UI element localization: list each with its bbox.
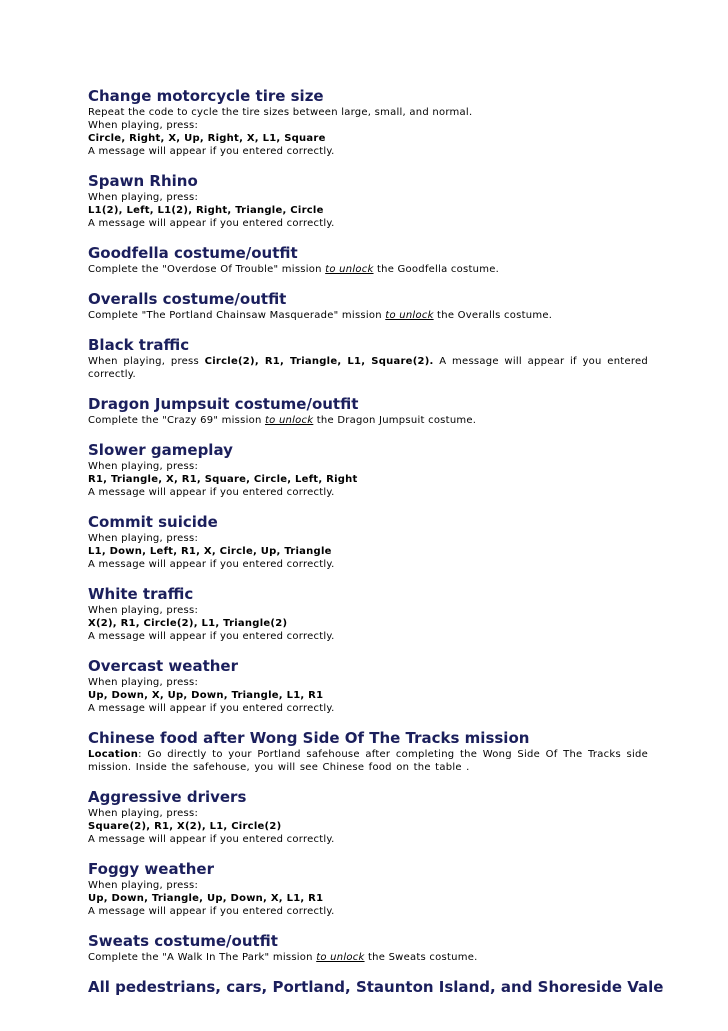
section-aggressive-drivers <box>88 788 648 846</box>
section-title: Chinese food after Wong Side Of The Tracks mission <box>88 729 530 747</box>
section-dragon-jumpsuit-costume <box>88 395 648 427</box>
button-code: Square(2), R1, X(2), L1, Circle(2) <box>88 821 282 832</box>
section-all-pedestrians <box>88 978 664 997</box>
section-title: Black traffic <box>88 336 190 354</box>
description-text: Complete the "Crazy 69" mission <box>88 415 265 426</box>
confirmation-note: A message will appear if you entered correctly. <box>88 487 335 498</box>
instruction: When playing, press: <box>88 533 199 544</box>
section-title: Overcast weather <box>88 657 239 675</box>
description-text: the Goodfella costume. <box>373 264 500 275</box>
section-sweats-costume <box>88 932 648 964</box>
location-label: Location <box>88 749 139 760</box>
button-code: Up, Down, Triangle, Up, Down, X, L1, R1 <box>88 893 324 904</box>
instruction: When playing, press: <box>88 192 199 203</box>
instruction: When playing, press: <box>88 120 199 131</box>
document-body <box>88 87 664 1011</box>
confirmation-note: A message will appear if you entered correctly. <box>88 834 335 845</box>
description-text: Complete the "A Walk In The Park" mission <box>88 952 317 963</box>
button-code: X(2), R1, Circle(2), L1, Triangle(2) <box>88 618 288 629</box>
description <box>88 414 648 427</box>
section-title: Foggy weather <box>88 860 214 878</box>
button-code: L1(2), Left, L1(2), Right, Triangle, Circle <box>88 205 324 216</box>
instruction: When playing, press <box>88 356 205 367</box>
section-title: Slower gameplay <box>88 441 233 459</box>
instruction: When playing, press: <box>88 677 199 688</box>
section-title: Goodfella costume/outfit <box>88 244 298 262</box>
description <box>88 309 648 322</box>
section-chinese-food <box>88 729 648 774</box>
confirmation-note: A message will appear if you entered correctly. <box>88 906 335 917</box>
unlock-link[interactable]: to unlock <box>316 952 365 963</box>
section-title: Sweats costume/outfit <box>88 932 278 950</box>
button-code: R1, Triangle, X, R1, Square, Circle, Left, Right <box>88 474 358 485</box>
button-code: Up, Down, X, Up, Down, Triangle, L1, R1 <box>88 690 324 701</box>
section-title: Aggressive drivers <box>88 788 247 806</box>
description-text: the Dragon Jumpsuit costume. <box>313 415 477 426</box>
confirmation-note: A message will appear if you entered correctly. <box>88 356 649 380</box>
description <box>88 748 648 774</box>
instruction: When playing, press: <box>88 461 199 472</box>
section-commit-suicide <box>88 513 648 571</box>
description-text: Complete the "Overdose Of Trouble" mission <box>88 264 326 275</box>
section-title: Overalls costume/outfit <box>88 290 287 308</box>
button-code: Circle(2), R1, Triangle, L1, Square(2). <box>204 356 434 367</box>
section-title: All pedestrians, cars, Portland, Staunton Island, and Shoreside Vale <box>88 978 664 996</box>
description: Repeat the code to cycle the tire sizes between large, small, and normal. <box>88 107 473 118</box>
unlock-link[interactable]: to unlock <box>325 264 374 275</box>
confirmation-note: A message will appear if you entered correctly. <box>88 146 335 157</box>
location-text: : Go directly to your Portland safehouse after completing the Wong Side Of The Tracks side mission. Inside the safehouse, you will see Chinese food on the table . <box>88 749 648 773</box>
section-overalls-costume <box>88 290 648 322</box>
button-code: Circle, Right, X, Up, Right, X, L1, Square <box>88 133 326 144</box>
confirmation-note: A message will appear if you entered correctly. <box>88 703 335 714</box>
section-goodfella-costume <box>88 244 648 276</box>
section-foggy-weather <box>88 860 648 918</box>
section-spawn-rhino <box>88 172 648 230</box>
section-title: Change motorcycle tire size <box>88 87 324 105</box>
unlock-link[interactable]: to unlock <box>385 310 434 321</box>
description-text: the Sweats costume. <box>364 952 478 963</box>
section-title: Commit suicide <box>88 513 218 531</box>
section-title: Dragon Jumpsuit costume/outfit <box>88 395 359 413</box>
section-black-traffic <box>88 336 648 381</box>
instruction: When playing, press: <box>88 880 199 891</box>
section-slower-gameplay <box>88 441 648 499</box>
section-title: White traffic <box>88 585 194 603</box>
description <box>88 355 648 381</box>
section-title: Spawn Rhino <box>88 172 198 190</box>
confirmation-note: A message will appear if you entered correctly. <box>88 218 335 229</box>
description-text: Complete "The Portland Chainsaw Masquerade" mission <box>88 310 386 321</box>
instruction: When playing, press: <box>88 808 199 819</box>
confirmation-note: A message will appear if you entered correctly. <box>88 559 335 570</box>
section-overcast-weather <box>88 657 648 715</box>
confirmation-note: A message will appear if you entered correctly. <box>88 631 335 642</box>
description-text: the Overalls costume. <box>433 310 553 321</box>
instruction: When playing, press: <box>88 605 199 616</box>
section-white-traffic <box>88 585 648 643</box>
description <box>88 951 648 964</box>
unlock-link[interactable]: to unlock <box>264 415 314 426</box>
button-code: L1, Down, Left, R1, X, Circle, Up, Triangle <box>88 546 332 557</box>
section-motorcycle-tire-size <box>88 87 648 158</box>
description <box>88 263 648 276</box>
